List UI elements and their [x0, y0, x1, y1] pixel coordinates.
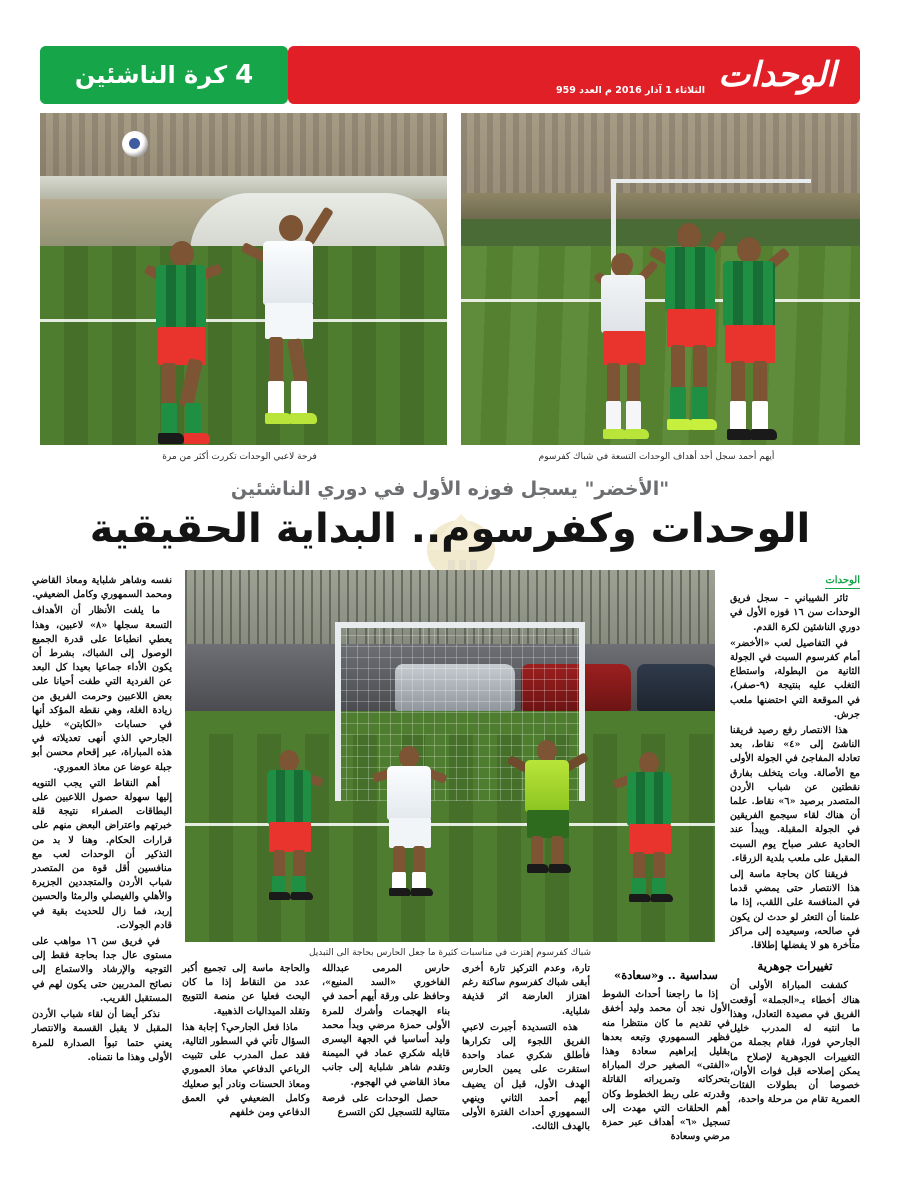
player-green-10 [255, 750, 325, 898]
top-photo-row [40, 113, 860, 445]
stadium-stand [40, 113, 447, 179]
paragraph: في فريق سن ١٦ مواهب على مستوى عال جدا بحاجة فقط إلى التوجيه والإرشاد والاستماع إلى نصائح المدربين حتى يكون لهم في المستقبل القريب. [32, 936, 172, 1004]
paragraph: في التفاصيل لعب «الأخضر» أمام كفرسوم السبت في الجولة الثانية من البطولة، واستطاع التغلب عليه بنتيجة (٩-صفر)، في الموقعة التي احتضنها ملعب جرش. [730, 637, 860, 720]
bottom-column-4 [182, 962, 310, 1122]
masthead [40, 46, 860, 104]
car [637, 664, 715, 711]
player-green-back [709, 235, 789, 443]
paragraph: هذا الانتصار رفع رصيد فريقنا الناشئ إلى «٤» نقاط، بعد تعادله المفاجئ في الجولة الأولى مع الأصالة. وبات يتخلف بفارق نقطتين عن شباب الأردن المتصدر برصيد «٦» نقاط. علما أن هناك لقاء سيجمع الفريقين في الجولة المقبلة. ويبدأ عند الحادية عشر صباح يوم السبت المقبل على ملعب بلدية الزرقاء. [730, 725, 860, 864]
player-green-11 [615, 752, 685, 902]
left-story-column [32, 574, 172, 1067]
paragraph: أهم النقاط التي يجب التنويه إليها سهولة حصول اللاعبين على البطاقات الصفراء نتيجة قلة خبرتهم واعتراض البعض منهم على قرارات الحكام. وهنا لا بد من التذكير أن الوحدات لعب مع منافسين أقل قوة من المتصدر شباب الأردن والمتجددين الجزيرة والأهلي والفيصلي والرمثا والحسين إربد، فما زال للحديث بقية في قادم الجولات. [32, 777, 172, 931]
paragraph: تارة، وعدم التركيز تارة أخرى أبقى شباك كفرسوم ساكنة رغم اهتزاز العارضة اثر قذيفة شلباية. [462, 963, 590, 1017]
caption-photo-aerial-duel: أيهم أحمد سجل أحد أهداف الوحدات التسعة في شباك كفرسوم [538, 452, 775, 462]
masthead-red-band [288, 46, 860, 104]
bottom-column-2 [462, 962, 590, 1136]
paragraph: ثائر الشيباني – سجل فريق الوحدات سن ١٦ فوزه الأول في دوري الناشئين لكرة القدم. [730, 593, 861, 633]
player-green-23 [140, 241, 220, 445]
bottom-column-1 [602, 962, 730, 1146]
paragraph: إذا ما راجعنا أحداث الشوط الأول نجد أن محمد وليد أخفق في تقديم ما كان منتظرا منه فظهر السمهوري وتبعه بعدها بقليل إبراهيم سعادة وهذا «الفتى» الصغير حرك المباراة بتحركاته وتمريراته القاتلة وقدرته على ربط الخطوط وكان أهم الحلقات التي مهدت إلى تسجيل «٦» أهداف عبر حمزة مرضي وسعادة [602, 989, 730, 1143]
paragraph: نذكر أيضا أن لقاء شباب الأردن المقبل لا يقبل القسمة والانتصار يعني حتما تبوأ الصدارة للمرة الأولى وهذا ما نتمناه. [32, 1009, 172, 1063]
paragraph: حصل الوحدات على فرصة متتالية للتسجيل لكن التسرع [322, 1092, 450, 1119]
section-title: كرة الناشئين [74, 61, 228, 89]
caption-photo-celebration: فرحة لاعبي الوحدات تكررت أكثر من مرة [162, 452, 317, 462]
paragraph: والحاجة ماسة إلى تجميع أكبر عدد من النقاط إذا ما كان البحث فعليا عن منصة التتويج وتقلد الميداليات الذهبية. [182, 963, 310, 1017]
masthead-green-band [40, 46, 288, 104]
subheading-sixer: سداسية .. و«سعادة» [614, 968, 718, 982]
byline: الوحدات [825, 574, 860, 589]
pitch-grass [40, 246, 447, 445]
goal-crossbar [611, 179, 811, 183]
caption-photo-goalmouth: شباك كفرسوم إهتزت في مناسبات كثيرة ما جعل الحارس بحاجة الى التبديل [308, 948, 592, 958]
photo-aerial-duel [40, 113, 447, 445]
stadium-wall [461, 193, 860, 220]
paragraph: ماذا فعل الجارحي؟ إجابة هذا السؤال تأتي في السطور التالية، فقد عمل المدرب على تثبيت الرباعي الدفاعي معاذ العموري ومعاذ الحسنات ونادر أبو صعليك وكامل الضعيفي في العمق الدفاعي ومن خلفهم [181, 1021, 310, 1119]
paragraph: فريقنا كان بحاجة ماسة إلى هذا الانتصار حتى يمضي قدما في المنافسة على اللقب، إذا ما علمنا أن التعثر لو حدث لن يكون في صالحه، وسيعيده إلى مراكز متأخرة هو لا يفضلها إطلاقا. [730, 869, 860, 952]
paragraph: ما يلفت الأنظار أن الأهداف التسعة سجلها «٨» لاعبين، وهذا يعطي انطباعا على قدرة الجميع الوصول إلى الشباك، بشرط أن يكون الأداء جماعيا بعيدا كل البعد عن الفردية التي طفت أحيانا على بعض اللاعبين وحرمت الفريق من زيادة الغلة، وهي نقطة المؤكد أنها في حسابات «الكابتن» خليل الجارحي الذي أنهى تعديلاته في هذه المباراة، عبر إقحام محسن أبو جبلة عوضا عن معاذ العموري. [32, 605, 172, 773]
subheading-structural-changes: تغييرات جوهرية [757, 959, 833, 974]
paragraph: كشفت المباراة الأولى أن هناك أخطاء بـ«الجملة» أوقعت الفريق في مصيدة التعادل، وهذا ما انتبه له المدرب خليل الجارحي فورا، فقام بجملة من التغييرات الجوهرية لإصلاح ما يمكن إصلاحه قبل فوات الأوان، خصوصا أن بطولات الفئات العمرية تقام من مرحلة واحدة، [730, 980, 860, 1106]
paragraph: هذه التسديدة أجبرت لاعبي الفريق اللجوء إلى تكرارها فأطلق شكري عماد واحدة استقرت على يمين الحارس الهدف الأول، قبل أن يضيف أيهم أحمد الثاني وينهي السمهوري أحداث الفترة الأولى بالهدف الثالث. [462, 1021, 590, 1133]
stadium-stand [461, 113, 860, 199]
photo-celebration [461, 113, 860, 445]
photo-goalmouth-action [185, 570, 715, 942]
goalkeeper [511, 740, 587, 880]
kicker-headline: "الأخضر" يسجل فوزه الأول في دوري الناشئين [230, 478, 670, 500]
player-white-13 [373, 746, 449, 896]
football [122, 131, 148, 157]
issue-date-line: الثلاثاء 1 آذار 2016 م العدد 959 [556, 85, 706, 96]
page-number: 4 [235, 60, 254, 90]
brand-logo: الوحدات [718, 55, 836, 95]
pitch-line [40, 319, 447, 322]
player-white-3 [589, 253, 659, 443]
lead-story-column [730, 574, 860, 1109]
bottom-column-3 [322, 962, 450, 1122]
paragraph: حارس المرمى عبدالله الفاخوري «السد المنيع»، وحافظ على ورقة أيهم أحمد في بناء الهجمات وأشرك للمرة الأولى حمزة مرضي وبدأ محمد وليد أساسيا في الجهة اليسرى قابله شكري عماد في الميمنة وتقدم شاهر شلباية إلى جانب معاذ القاضي في الهجوم. [322, 963, 450, 1088]
player-white-3 [245, 215, 337, 445]
paragraph: نفسه وشاهر شلباية ومعاذ القاضي ومحمد السمهوري وكامل الضعيفي. [32, 575, 172, 601]
main-headline: الوحدات وكفرسوم.. البداية الحقيقية [89, 506, 811, 552]
